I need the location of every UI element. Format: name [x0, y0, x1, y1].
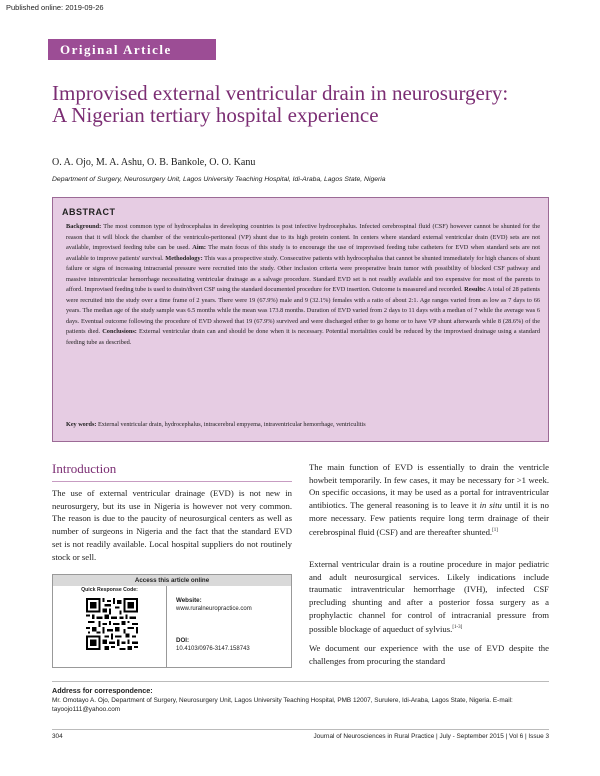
access-online-heading: Access this article online [53, 575, 291, 586]
footer-divider [52, 681, 549, 682]
para1-italic: in situ [479, 500, 502, 511]
para2-text: External ventricular drain is a routine procedure in major pediatric and adult neurosurgical services. Likely indications include traumatic intraventricular hemorrhage (IVH), infected CSF precluding shunting and after a posterior fossa surgery as a prophylactic channel for control of intracranial pressure from possible blockage of aqueduct of sylvius. [309, 559, 549, 634]
introduction-heading: Introduction [52, 461, 117, 476]
article-type-banner: Original Article [48, 39, 216, 60]
keywords-text: External ventricular drain, hydrocephalus, intracerebral empyema, intraventricular hemorrhage, ventriculitis [96, 421, 366, 428]
intro-right-paragraph-2 [309, 558, 549, 635]
intro-left-paragraph: The use of external ventricular drainage (EVD) is not new in neurosurgery, but its use in Nigeria is however not very common. The reason is due to the paucity of neurosurgical centers as well as number of surgeons in Nigeria and the fact that the standard EVD set is not readily available. Local hospital suppliers do not routinely stock or sell. [52, 488, 292, 562]
author-list: O. A. Ojo, M. A. Ashu, O. B. Bankole, O. O. Kanu [52, 157, 256, 168]
methodology-text: This was a prospective study. Consecutive patients with hydrocephalus that cannot be shunted immediately for high chances of shunt failure or signs of increasing intracranial pressure were recruited into the study. Other inclusion criteria were preoperative brain tumor with possibility of blocked CSF pathway and massive intraventricular hemorrhage necessitating ventricular drainage as a salvage procedure. Standard EVD set is not readily available and too expensive for most of the parents to afford. Improvised feeding tube is used to drain/divert CSF using the standard documented procedure for EVD insertion. Outcome is measured and recorded. [66, 254, 540, 293]
doi-link[interactable]: 10.4103/0976-3147.158743 [176, 646, 250, 652]
background-text: The most common type of hydrocephalus in developing countries is post infective hydrocephalus. Infected cerebrospinal fluid (CSF) however cannot be shunted for the reason that it will block the chamber of the ventriculo-peritoneal (VP) shunt due to its high protein content. In centers where standard external ventricular drain (EVD) sets are not available, improvised feeding tube can be used. [66, 223, 540, 251]
keywords-label: Key words: [66, 421, 97, 428]
results-label: Results: [464, 286, 486, 293]
conclusions-text: External ventricular drain can and should be done when it is necessary. Potential mortalities could be reduced by the improvised drainage using a standard feeding tube as described. [66, 328, 540, 346]
methodology-label: Methodology: [165, 254, 203, 262]
footer-divider-bottom [52, 729, 549, 730]
abstract-heading: ABSTRACT [62, 207, 116, 217]
para1-text-b: until it is no more necessary. Few patients require long term drainage of their cerebrospinal fluid (CSF) and are thereafter shunted. [309, 500, 549, 537]
citation-ref[interactable]: [1] [492, 527, 498, 533]
published-online-date: Published online: 2019-09-26 [6, 3, 104, 12]
qr-code-icon[interactable] [86, 598, 138, 650]
citation-ref[interactable]: [1-3] [452, 624, 463, 630]
page-number: 304 [52, 733, 63, 740]
journal-citation: Journal of Neurosciences in Rural Practice | July - September 2015 | Vol 6 | Issue 3 [313, 733, 549, 740]
affiliation: Department of Surgery, Neurosurgery Unit, Lagos University Teaching Hospital, Idi-Araba, Lagos State, Nigeria [52, 176, 386, 183]
results-text: A total of 28 patients were recruited into the study over a time frame of 2 years. There were 19 (67.9%) male and 9 (32.1%) females with a ratio of about 2:1. Age ranges varied from as low as 7 days to 66 years. The median age of the study sample was 6.5 months while the mean was 173.8 months. Duration of EVD varied from 2 days to 11 days with a median of 7 while the average was 6 days. Eventual outcome following the procedure of EVD showed that 19 (67.9%) survived and were discharged either to go home or to have VP shunt afterwards while 8 (28.6%) of the patients died. [66, 286, 541, 335]
access-box-divider [166, 586, 167, 667]
article-title: Improvised external ventricular drain in neurosurgery: A Nigerian tertiary hospital experience [52, 81, 509, 127]
correspondence-address: Mr. Omotayo A. Ojo, Department of Surgery, Neurosurgery Unit, Lagos University Teaching Hospital, PMB 12007, Surulere, Idi-Araba, Lagos State, Nigeria. E-mail: tayoojo111@yahoo.com [52, 697, 513, 713]
background-label: Background: [66, 223, 102, 230]
abstract-text [66, 222, 540, 348]
aim-text: The main focus of this study is to encourage the use of improvised feeding tube catheters for EVD when standard sets are not available to improve patients' survival. [66, 244, 540, 262]
qr-code-label: Quick Response Code: [81, 587, 138, 593]
correspondence-heading: Address for correspondence: [52, 686, 153, 695]
section-divider [52, 481, 292, 482]
doi-label: DOI: [176, 637, 190, 644]
para1-text-a: The main function of EVD is essentially to drain the ventricle howbeit temporarily. In few cases, it may be necessary for >1 week. On specific occasions, it may be used as a portal for intraventricular antibiotics. The general reasoning is to leave it [309, 462, 549, 511]
intro-right-paragraph-1 [309, 461, 549, 538]
website-link[interactable]: www.ruralneuropractice.com [176, 606, 252, 612]
keywords [66, 421, 540, 428]
website-label: Website: [176, 597, 202, 604]
intro-right-paragraph-3: We document our experience with the use of EVD despite the challenges from procuring the standard [309, 643, 549, 666]
aim-label: Aim: [192, 244, 206, 251]
conclusions-label: Conclusions: [102, 328, 137, 335]
